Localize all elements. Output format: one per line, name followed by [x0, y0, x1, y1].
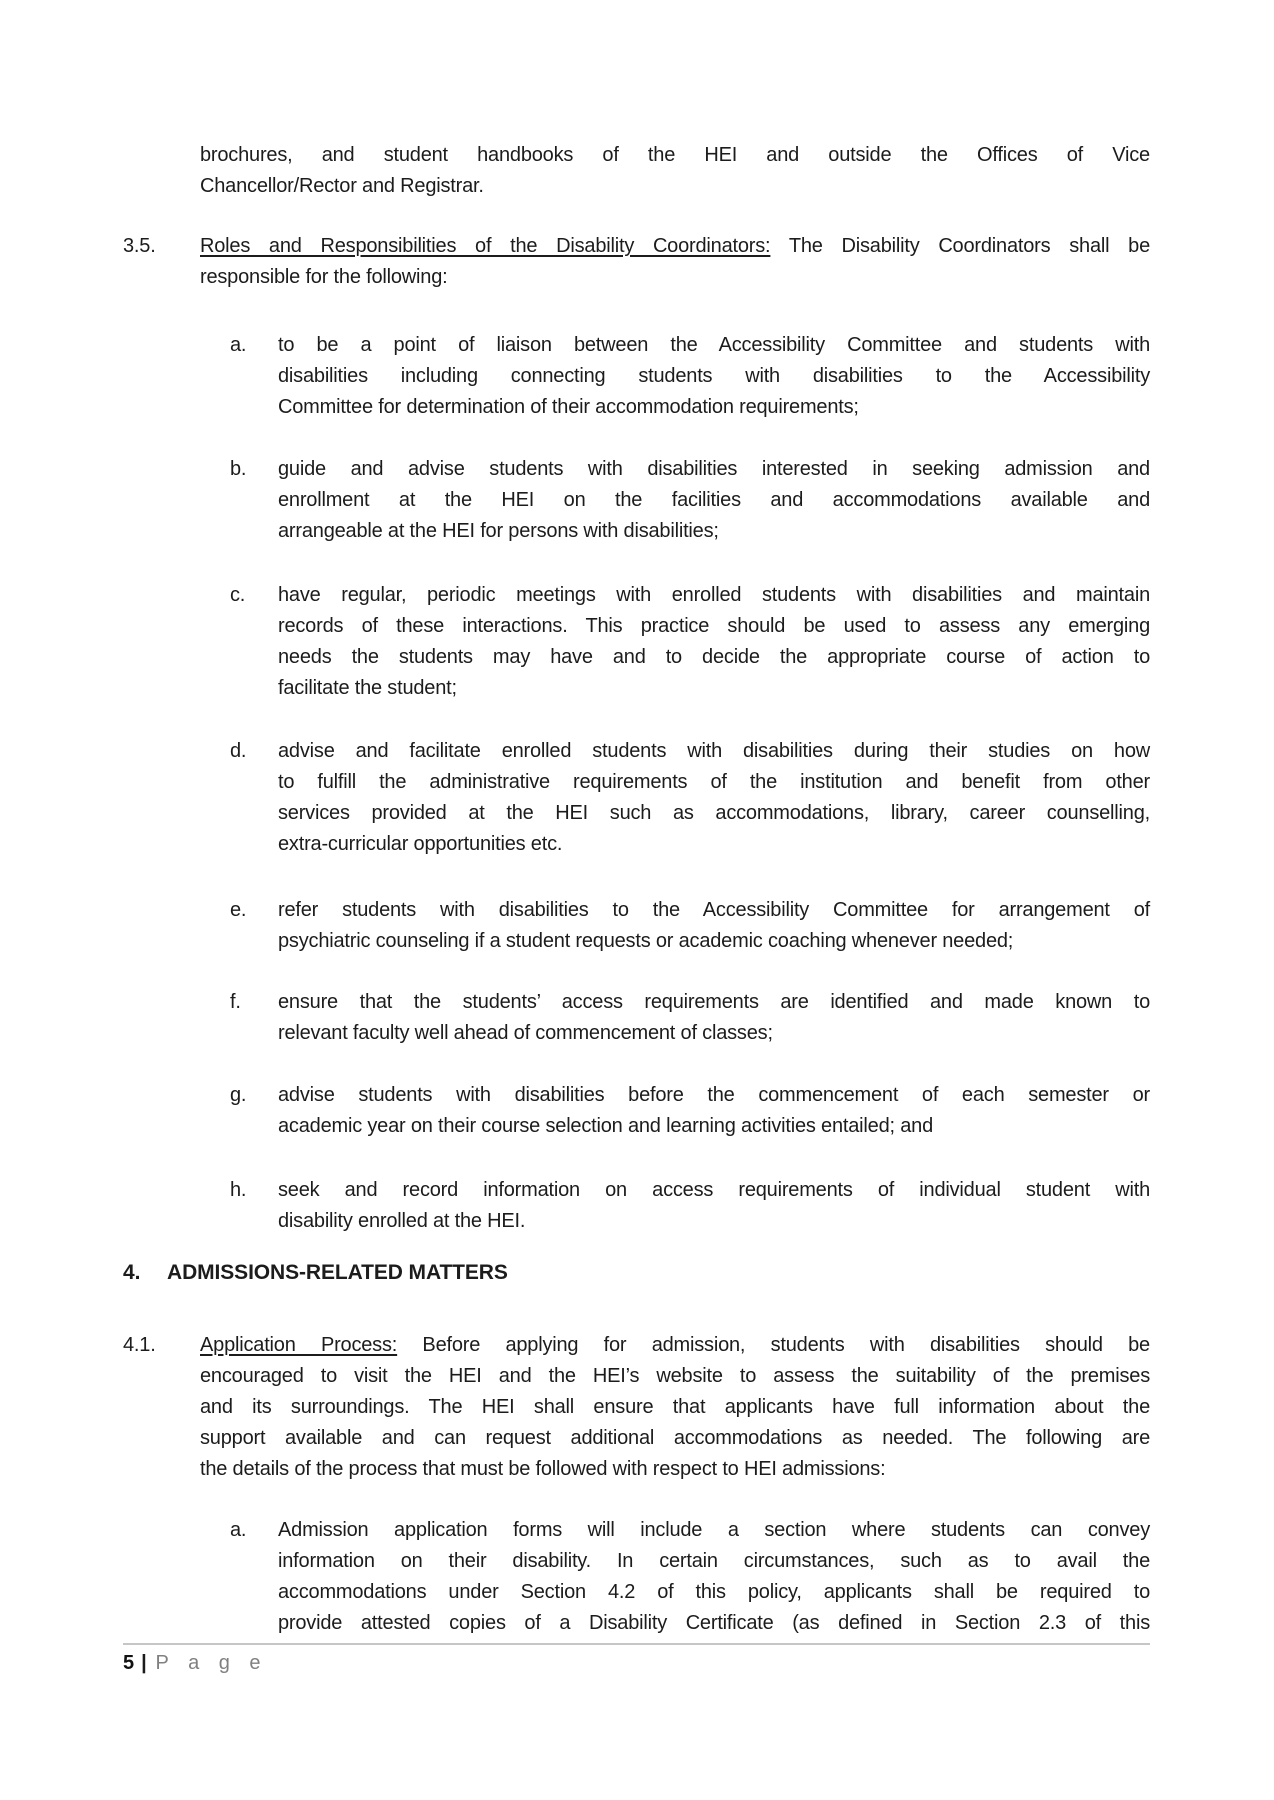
text-line: arrangeable at the HEI for persons with disabilities;	[278, 520, 719, 542]
list-item-a	[230, 330, 1150, 423]
list-item-4-1-a-letter: a.	[230, 1519, 247, 1541]
continuation-paragraph-body	[200, 140, 1150, 202]
list-item-e-text	[278, 895, 1150, 957]
text-line: disability enrolled at the HEI.	[278, 1210, 526, 1232]
text-line: records of these interactions. This practice should be used to assess any emerging	[278, 615, 1150, 637]
list-item-c	[230, 580, 1150, 704]
list-item-g-text	[278, 1080, 1150, 1142]
text-line: advise students with disabilities before the commencement of each semester or	[278, 1084, 1150, 1106]
list-item-a-text	[278, 330, 1150, 423]
section-4-1	[123, 1330, 1150, 1485]
list-item-b	[230, 454, 1150, 547]
text-line: needs the students may have and to decide the appropriate course of action to	[278, 646, 1150, 668]
text-line: provide attested copies of a Disability Certificate (as defined in Section 2.3 of this	[278, 1612, 1150, 1634]
empty-number-column	[123, 140, 200, 202]
page-number-footer	[123, 1651, 1150, 1675]
page-footer	[123, 1643, 1150, 1675]
text-line: facilitate the student;	[278, 677, 457, 699]
list-item-h-text	[278, 1175, 1150, 1237]
text-line: advise and facilitate enrolled students with disabilities during their studies on how	[278, 740, 1150, 762]
list-item-h-letter: h.	[230, 1179, 247, 1201]
continuation-paragraph	[123, 140, 1150, 202]
text-line: academic year on their course selection and learning activities entailed; and	[278, 1115, 933, 1137]
text-line: services provided at the HEI such as accommodations, library, career counselling,	[278, 802, 1150, 824]
list-item-h	[230, 1175, 1150, 1237]
text-line: responsible for the following:	[200, 266, 448, 288]
text-line: guide and advise students with disabilities interested in seeking admission and	[278, 458, 1150, 480]
list-item-f-letter: f.	[230, 991, 241, 1013]
list-item-c-text	[278, 580, 1150, 704]
section-3-5-heading-continuation	[200, 262, 1150, 293]
text-line: encouraged to visit the HEI and the HEI’s website to assess the suitability of the premises	[200, 1365, 1150, 1387]
section-4-1-body	[200, 1330, 1150, 1485]
footer-separator: |	[141, 1652, 147, 1674]
footer-page-label: P a g e	[155, 1652, 268, 1674]
section-3-5-heading-rest: The Disability Coordinators shall be	[770, 235, 1150, 257]
text-line: refer students with disabilities to the Accessibility Committee for arrangement of	[278, 899, 1150, 921]
text-line: support available and can request additional accommodations as needed. The following are	[200, 1427, 1150, 1449]
text-line: disabilities including connecting students with disabilities to the Accessibility	[278, 365, 1150, 387]
text-line: enrollment at the HEI on the facilities and accommodations available and	[278, 489, 1150, 511]
text-line: relevant faculty well ahead of commencement of classes;	[278, 1022, 773, 1044]
list-item-e-letter: e.	[230, 899, 247, 921]
section-3-5-heading-underlined: Roles and Responsibilities of the Disability Coordinators:	[200, 235, 771, 257]
list-item-d-text	[278, 736, 1150, 860]
list-item-g-letter: g.	[230, 1084, 247, 1106]
text-line: ensure that the students’ access requirements are identified and made known to	[278, 991, 1150, 1013]
document-content	[123, 140, 1150, 1639]
list-item-g	[230, 1080, 1150, 1142]
list-item-f-text	[278, 987, 1150, 1049]
text-line: to be a point of liaison between the Accessibility Committee and students with	[278, 334, 1150, 356]
section-4-heading	[123, 1257, 1150, 1288]
page-number: 5	[123, 1652, 135, 1674]
section-4-number: 4.	[123, 1261, 141, 1284]
text-line: psychiatric counseling if a student requests or academic coaching whenever needed;	[278, 930, 1014, 952]
section-4-1-heading-underlined: Application Process:	[200, 1334, 398, 1356]
text-line: extra-curricular opportunities etc.	[278, 833, 563, 855]
section-4-title: ADMISSIONS-RELATED MATTERS	[167, 1261, 508, 1284]
list-item-b-letter: b.	[230, 458, 247, 480]
list-item-a-letter: a.	[230, 334, 247, 356]
list-item-4-1-a	[230, 1515, 1150, 1639]
text-line: seek and record information on access requirements of individual student with	[278, 1179, 1150, 1201]
section-3-5-number: 3.5.	[123, 235, 156, 257]
text-line: accommodations under Section 4.2 of this policy, applicants shall be required to	[278, 1581, 1150, 1603]
list-item-d	[230, 736, 1150, 860]
section-3-5	[123, 231, 1150, 293]
section-4-1-heading-continuation	[200, 1361, 1150, 1485]
text-line: have regular, periodic meetings with enrolled students with disabilities and maintain	[278, 584, 1150, 606]
list-item-e	[230, 895, 1150, 957]
text-line: Chancellor/Rector and Registrar.	[200, 175, 484, 197]
footer-divider	[123, 1643, 1150, 1645]
list-item-b-text	[278, 454, 1150, 547]
text-line: brochures, and student handbooks of the HEI and outside the Offices of Vice	[200, 144, 1150, 166]
text-line: the details of the process that must be followed with respect to HEI admissions:	[200, 1458, 886, 1480]
list-item-f	[230, 987, 1150, 1049]
text-line: to fulfill the administrative requirements of the institution and benefit from other	[278, 771, 1150, 793]
list-item-c-letter: c.	[230, 584, 246, 606]
list-item-d-letter: d.	[230, 740, 247, 762]
list-item-4-1-a-text	[278, 1515, 1150, 1639]
section-4-1-number: 4.1.	[123, 1334, 156, 1356]
section-4-1-heading-rest: Before applying for admission, students with disabilities should be	[397, 1334, 1150, 1356]
text-line: and its surroundings. The HEI shall ensure that applicants have full information about the	[200, 1396, 1150, 1418]
section-4-1-heading-line	[200, 1330, 1150, 1361]
section-3-5-body	[200, 231, 1150, 293]
text-line: Committee for determination of their accommodation requirements;	[278, 396, 859, 418]
text-line: Admission application forms will include a section where students can convey	[278, 1519, 1150, 1541]
text-line: information on their disability. In certain circumstances, such as to avail the	[278, 1550, 1150, 1572]
section-3-5-heading-line	[200, 231, 1150, 262]
